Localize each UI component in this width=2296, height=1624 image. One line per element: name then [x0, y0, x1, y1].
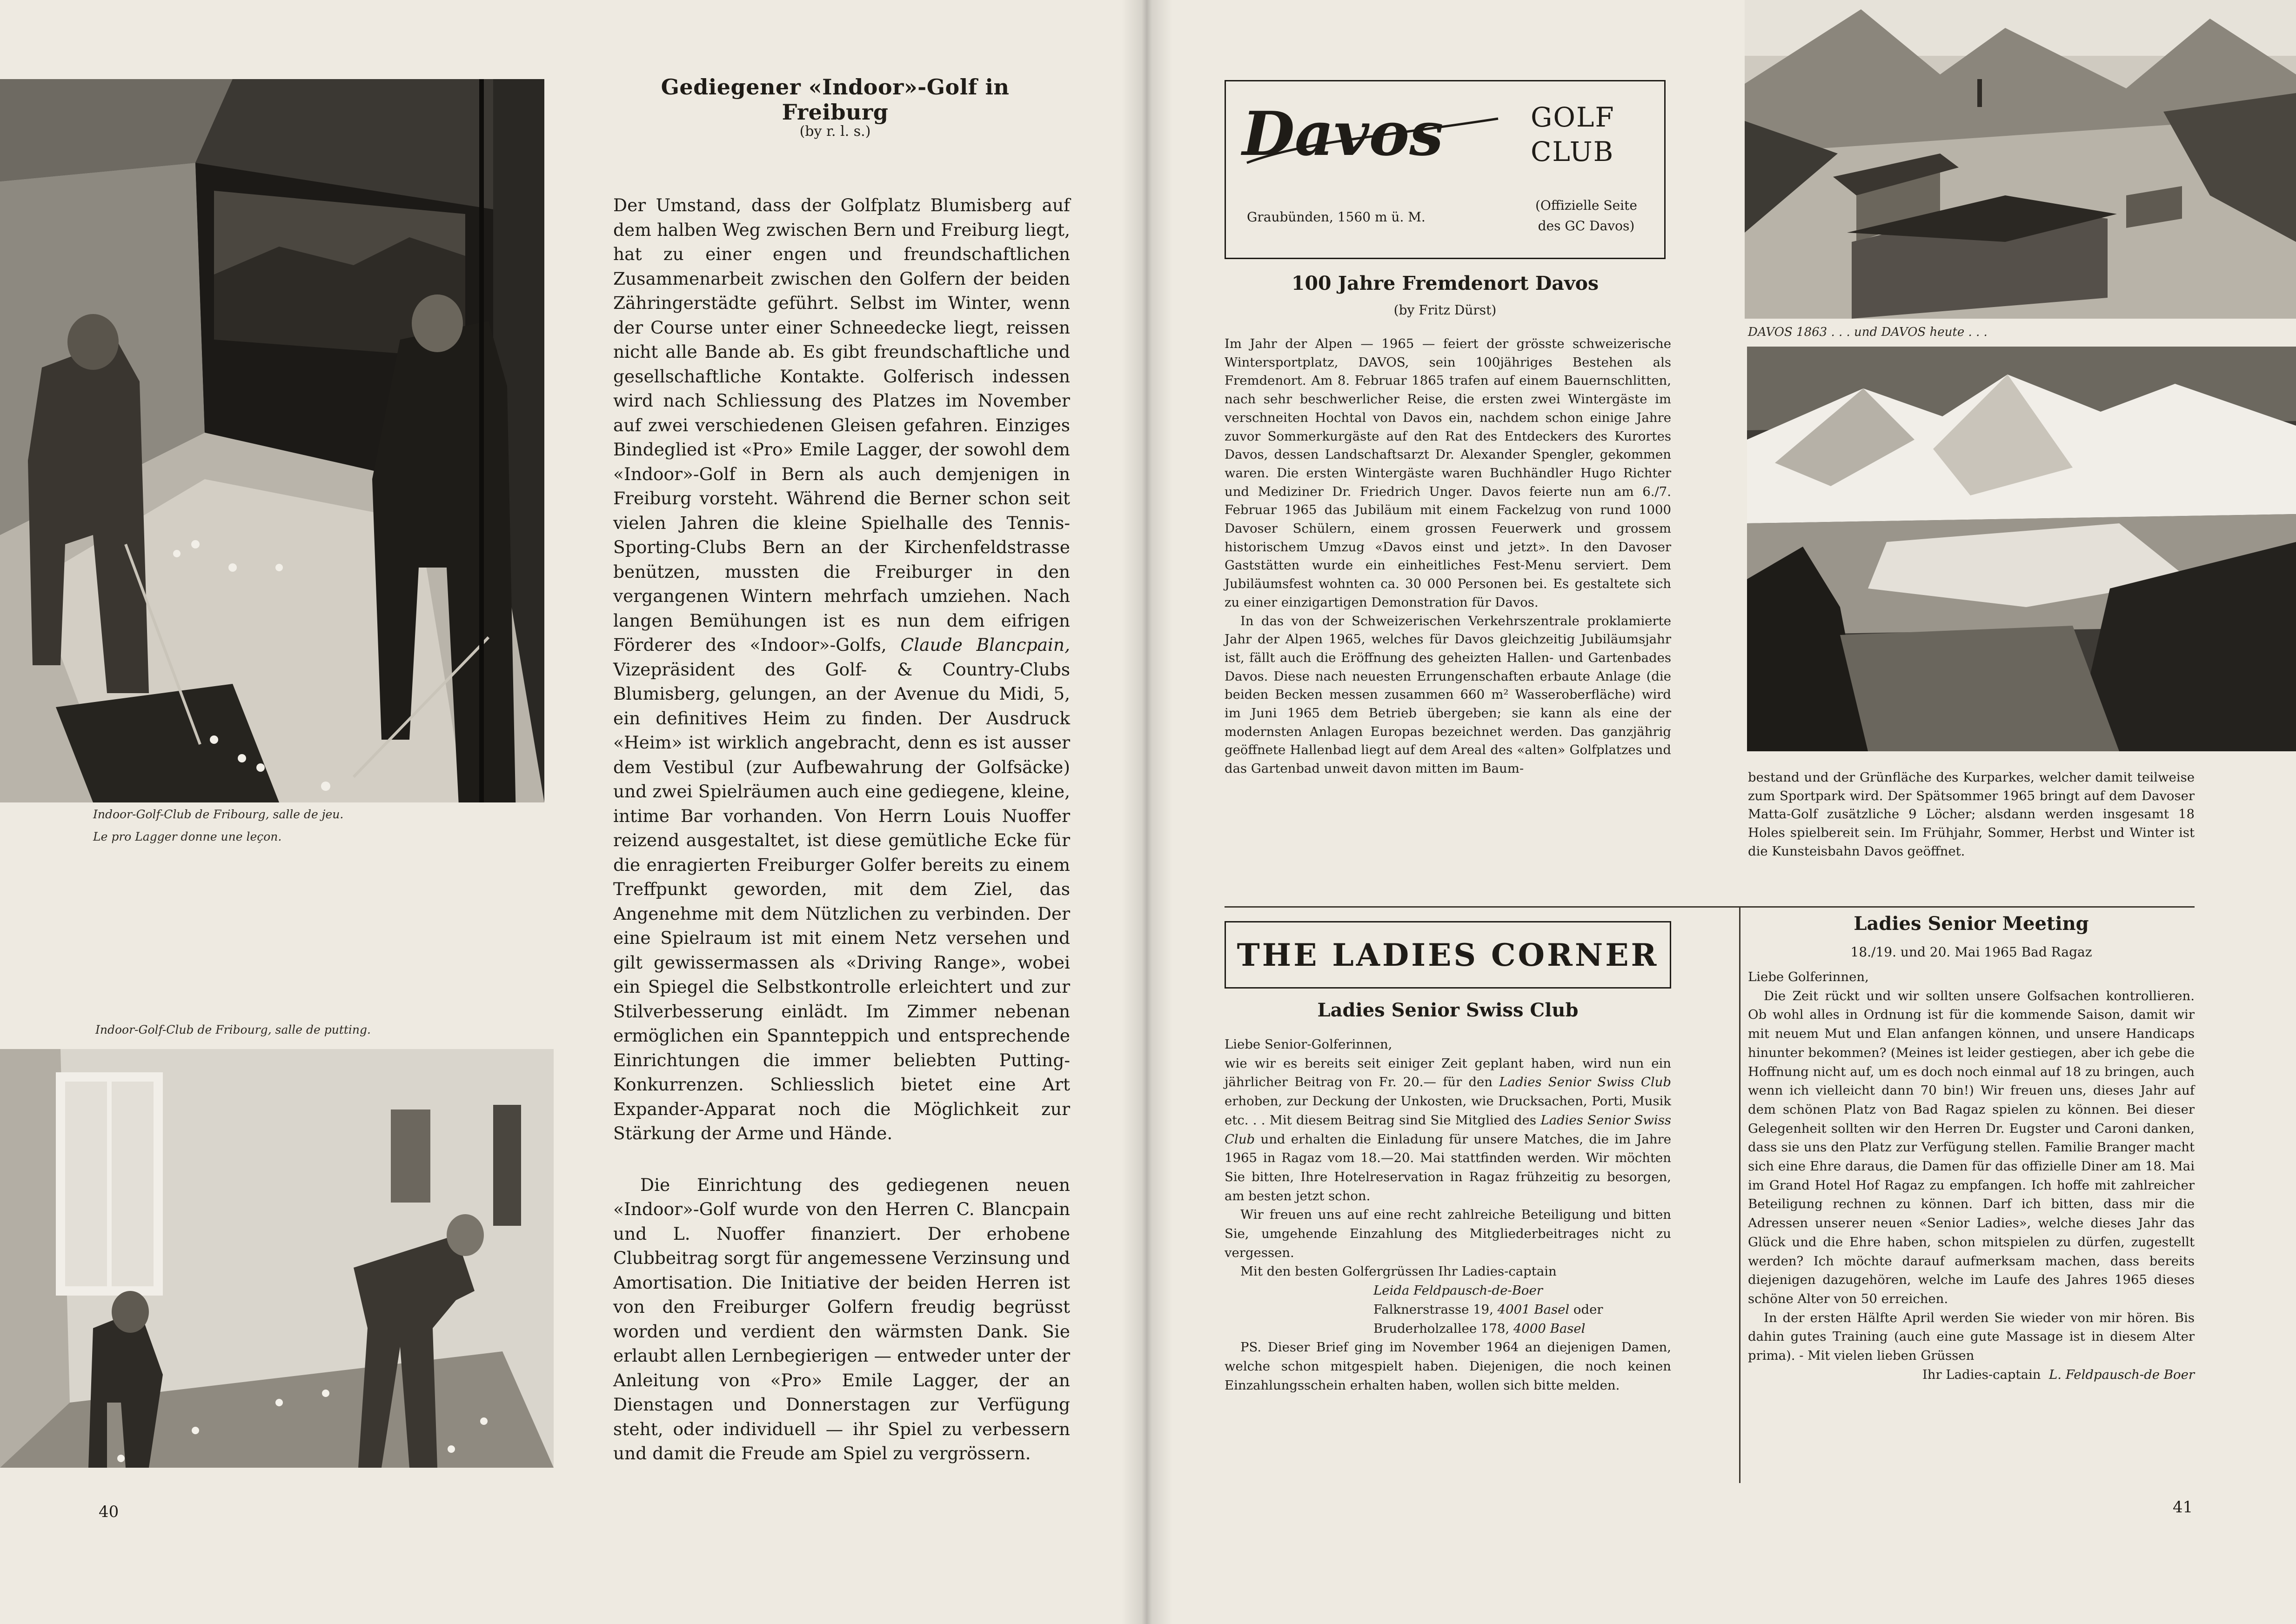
letter-closing: Mit den besten Golfergrüssen Ihr Ladies-captain: [1240, 1264, 1557, 1279]
letter-signature: Leida Feldpausch-de-Boer: [1373, 1283, 1543, 1298]
article-paragraph: In das von der Schweizerischen Verkehrszentrale proklamierte Jahr der Alpen 1965, welches für Davos gleichzeitig Jubiläumsjahr ist, fällt auch die Eröffnung des geheizten Hallen- und Gartenbades Davos. Diese nach neuesten Errungenschaften erbaute Anlage (die beiden Becken messen zusammen 660 m² Wasseroberfläche) wird im Juni 1965 dem Betrieb übergeben; sie kann als eine der modernsten Anlagen Europas bezeichnet werden. Das ganzjährig geöffnete Hallenbad liegt auf dem Areal des «alten» Golfplatzes und das Gartenbad unweit davon mitten im Baum-: [1225, 613, 1671, 776]
photo-caption-lesson: Indoor-Golf-Club de Fribourg, salle de jeu. Le pro Lagger donne une leçon.: [93, 808, 344, 843]
section-divider-horizontal: [1225, 906, 2195, 908]
letter-paragraph: wie wir es bereits seit einiger Zeit geplant haben, wird nun ein jährlicher Beitrag von Fr. 20.— für den Ladies Senior Swiss Club erhoben, zur Deckung der Unkosten, wie Drucksachen, Porti, Musik etc. . . Mit diesem Beitrag sind Sie Mitglied des Ladies Senior Swiss Club und erhalten die Einladung für unsere Matches, die im Jahre 1965 in Ragaz vom 18.—20. Mai stattfinden werden. Wir möchten Sie bitten, Ihre Hotelreservation in Ragaz frühzeitig zu besorgen, am besten jetzt schon.: [1225, 1056, 1671, 1203]
photo-davos-1863: [1745, 0, 2296, 319]
photo-caption-putting: Indoor-Golf-Club de Fribourg, salle de putting.: [95, 1023, 371, 1036]
golf-club-wordmark: GOLF CLUB: [1531, 101, 1615, 167]
ladies-corner-header: THE LADIES CORNER: [1225, 921, 1671, 989]
article-paragraph: Der Umstand, dass der Golfplatz Blumisberg auf dem halben Weg zwischen Bern und Freiburg liegt, hat zu einer engen und freundschaftlichen Zusammenarbeit zwischen den Golfern der beiden Zähringerstädte geführt. Selbst im Winter, wenn der Course unter einer Schneedecke liegt, reissen nicht alle Bande ab. Es gibt freundschaftliche und gesellschaftliche Kontakte. Golferisch indessen wird nach Schliessung des Platzes im November auf zwei verschiedenen Gleisen gefahren. Einziges Bindeglied ist «Pro» Emile Lagger, der sowohl dem «Indoor»-Golf in Bern als auch demjenigen in Freiburg vorsteht. Während die Berner schon seit vielen Jahren die kleine Spielhalle des Tennis-Sporting-Clubs Bern an der Kirchenfeldstrasse benützen, mussten die Freiburger in den vergangenen Wintern mehrfach umziehen. Nach langen Bemühungen ist es nun dem eifrigen Förderer des «Indoor»-Golfs, Claude Blancpain, Vizepräsident des Golf- & Country-Clubs Blumisberg, gelungen, an der Avenue du Midi, 5, ein definitives Heim zu finden. Der Ausdruck «Heim» ist wirklich angebracht, denn es ist ausser dem Vestibul (zur Aufbewahrung der Golfsäcke) und zwei Spielräumen auch eine gediegene, kleine, intime Bar vorhanden. Von Herrn Louis Nuoffer reizend ausgestaltet, ist diese gemütliche Ecke für die enragierten Freiburger Golfer bereits zu einem Treffpunkt geworden, mit dem Ziel, das Angenehme mit dem Nützlichen zu verbinden. Der eine Spielraum ist mit einem Netz versehen und gilt gewissermassen als «Driving Range», wobei ein Spiegel die Selbstkontrolle erleichtert und zur Stilverbesserung einlädt. Im Zimmer nebenan ermöglichen ein Spannteppich und entsprechende Einrichtungen die immer beliebten Putting-Konkurrenzen. Schliesslich bietet eine Art Expander-Apparat noch die Möglichkeit zur Stärkung der Arme und Hände.: [613, 195, 1070, 1143]
photo-davos-today: [1747, 347, 2296, 751]
article-continuation-davos: bestand und der Grünfläche des Kurparkes, welcher damit teilweise zum Sportpark wird. Der Spätsommer 1965 bringt auf dem Davoser Matta-Golf zusätzliche 9 Löcher; alsdann werden insgesamt 18 Holes spielbereit sein. Im Frühjahr, Sommer, Herbst und Winter ist die Kunsteisbahn Davos geöffnet.: [1748, 770, 2195, 859]
letter-address-2: Bruderholzallee 178, 4000 Basel: [1373, 1321, 1586, 1336]
photo-caption-davos: DAVOS 1863 . . . und DAVOS heute . . .: [1748, 325, 1988, 339]
article-paragraph: Im Jahr der Alpen — 1965 — feiert der grösste schweizerische Wintersportplatz, DAVOS, sein 100jähriges Bestehen als Fremdenort. Am 8. Februar 1865 trafen auf einem Bauernschlitten, nach sehr beschwerlicher Reise, die ersten zwei Wintergäste im verschneiten Hochtal von Davos ein, nachdem schon einige Jahre zuvor Sommerkurgäste auf den Rat des Entdeckers des Kurortes Davos, dessen Landschaftsarzt Dr. Alexander Spengler, gekommen waren. Die ersten Wintergäste waren Buchhändler Hugo Richter und Mediziner Dr. Friedrich Unger. Davos feierte nun am 6./7. Februar 1965 das Jubiläum mit einem Fackelzug von rund 1000 Davoser Schülern, einem grossen Feuerwerk und grossem historischem Umzug «Davos einst und jetzt». In den Davoser Gaststätten wurde ein einheitliches Fest-Menu serviert. Dem Jubiläumsfest wohnten ca. 30 000 Personen bei. Es gestaltete sich zu einer einzigartigen Demonstration für Davos.: [1225, 336, 1671, 610]
location-elevation: Graubünden, 1560 m ü. M.: [1247, 209, 1426, 225]
name-blancpain: Claude Blancpain,: [900, 635, 1070, 655]
page-number-left: 40: [99, 1503, 119, 1521]
photo-indoor-golf-lesson: [0, 79, 544, 802]
section-title-senior-meeting: Ladies Senior Meeting: [1854, 913, 2089, 935]
davos-script-logo: [1238, 100, 1512, 170]
article-title-indoor-golf: Gediegener «Indoor»-Golf in Freiburg: [661, 74, 1010, 125]
article-byline-davos: (by Fritz Dürst): [1393, 302, 1497, 318]
letter-paragraph: Die Zeit rückt und wir sollten unsere Golfsachen kontrollieren. Ob wohl alles in Ordnung ist für die kommende Saison, damit wir mit neuem Mut und Elan anfangen können, und unsere Handicaps hinunter bekommen? (Meines ist leider gestiegen, aber ich gebe die Hoffnung nicht auf, um es doch noch einmal auf 18 zu bringen, auch wenn ich vielleicht dann 70 bin!) Wir freuen uns, dieses Jahr auf dem schönen Platz von Bad Ragaz spielen zu können. Bei dieser Gelegenheit sollten wir den Herren Dr. Eugster und Caroni danken, dass sie uns den Platz zur Verfügung stellen. Familie Branger macht sich eine Ehre daraus, die Damen für das offizielle Diner am 18. Mai im Grand Hotel Hof Ragaz zu empfangen. Ich hoffe mit zahlreicher Beteiligung rechnen zu können. Darf ich bitten, dass mir die Adressen unserer neuen «Senior Ladies», welche dieses Jahr das Glück und die Ehre haben, schon mitspielen zu dürfen, zugestellt werden? Ich möchte darauf aufmerksam machen, dass bereits diejenigen dazugehören, welche im Laufe des Jahres 1965 dieses schöne Alter von 50 erreichen.: [1748, 988, 2195, 1306]
letter-senior-meeting: Liebe Golferinnen, Die Zeit rückt und wir sollten unsere Golfsachen kontrollieren. Ob wohl alles in Ordnung ist für die kommende Saison, damit wir mit neuem Mut und Elan anfangen können, und unsere Handicaps hinunter bekommen? (Meines ist leider gestiegen, aber ich gebe die Hoffnung nicht auf, um es doch noch einmal auf 18 zu bringen, auch wenn ich vielleicht dann 70 bin!) Wir freuen uns, dieses Jahr auf dem schönen Platz von Bad Ragaz spielen zu können. Bei dieser Gelegenheit sollten wir den Herren Dr. Eugster und Caroni danken, dass sie uns den Platz zur Verfügung stellen. Familie Branger macht sich eine Ehre daraus, die Damen für das offizielle Diner am 18. Mai im Grand Hotel Hof Ragaz zu empfangen. Ich hoffe mit zahlreicher Beteiligung rechnen zu können. Darf ich bitten, dass mir die Adressen unserer neuen «Senior Ladies», welche dieses Jahr das Glück und die Ehre haben, schon mitspielen zu dürfen, zugestellt werden? Ich möchte darauf aufmerksam machen, dass bereits diejenigen dazugehören, welche im Laufe des Jahres 1965 dieses schöne Alter von 50 erreichen. In der ersten Hälfte April werden Sie wieder von mir hören. Bis dahin gutes Training (auch eine gute Massage ist in diesem Alter prima). - Mit vielen lieben Grüssen Ihr Ladies-captain L. Feldpausch-de Boer: [1748, 968, 2195, 1384]
photo-putting-room: [0, 1049, 554, 1468]
article-title-davos: 100 Jahre Fremdenort Davos: [1291, 272, 1599, 294]
section-divider-vertical: [1739, 906, 1740, 1483]
section-title-swiss-club: Ladies Senior Swiss Club: [1317, 999, 1579, 1021]
article-byline-indoor-golf: (by r. l. s.): [799, 123, 871, 140]
letter-postscript: PS. Dieser Brief ging im November 1964 an diejenigen Damen, welche schon mitgespielt haben. Diejenigen, die noch keinen Einzahlungsschein erhalten haben, wollen sich bitte melden.: [1225, 1340, 1671, 1393]
davos-logo-text: Davos: [1242, 100, 1444, 169]
article-body-indoor-golf: [613, 193, 1070, 1466]
article-body-davos: [1225, 335, 1671, 778]
article-paragraph: Die Einrichtung des gediegenen neuen «Indoor»-Golf wurde von den Herren C. Blancpain und L. Nuoffer finanziert. Der erhobene Clubbeitrag sorgt für angemessene Verzinsung und Amortisation. Die Initiative der beiden Herren ist von den Freiburger Golfern freudig begrüsst worden und verdient den wärmsten Dank. Sie erlaubt allen Lernbegierigen — entweder unter der Anleitung von «Pro» Emile Lagger, der an Dienstagen und Donnerstagen zur Verfügung steht, oder individuell — ihr Spiel zu verbessern und damit die Freude am Spiel zu vergrössern.: [613, 1174, 1070, 1464]
page-gutter: [1121, 0, 1172, 1624]
page-number-right: 41: [2173, 1498, 2193, 1517]
senior-meeting-dates: 18./19. und 20. Mai 1965 Bad Ragaz: [1850, 944, 2092, 960]
official-page-note: (Offizielle Seite des GC Davos): [1535, 198, 1637, 234]
letter-paragraph: Wir freuen uns auf eine recht zahlreiche Beteiligung und bitten Sie, umgehende Einzahlung des Mitgliederbeitrages nicht zu vergessen.: [1225, 1207, 1671, 1260]
letter-paragraph: In der ersten Hälfte April werden Sie wieder von mir hören. Bis dahin gutes Training (auch eine gute Massage ist in diesem Alter prima). - Mit vielen lieben Grüssen: [1748, 1310, 2195, 1363]
letter-swiss-club: Liebe Senior-Golferinnen, wie wir es bereits seit einiger Zeit geplant haben, wird nun ein jährlicher Beitrag von Fr. 20.— für den Ladies Senior Swiss Club erhoben, zur Deckung der Unkosten, wie Drucksachen, Porti, Musik etc. . . Mit diesem Beitrag sind Sie Mitglied des Ladies Senior Swiss Club und erhalten die Einladung für unsere Matches, die im Jahre 1965 in Ragaz vom 18.—20. Mai stattfinden werden. Wir möchten Sie bitten, Ihre Hotelreservation in Ragaz frühzeitig zu besorgen, am besten jetzt schon. Wir freuen uns auf eine recht zahlreiche Beteiligung und bitten Sie, umgehende Einzahlung des Mitgliederbeitrages nicht zu vergessen. Mit den besten Golfergrüssen Ihr Ladies-captain Leida Feldpausch-de-Boer Falknerstrasse 19, 4001 Basel oder Bruderholzallee 178, 4000 Basel PS. Dieser Brief ging im November 1964 an diejenigen Damen, welche schon mitgespielt haben. Diejenigen, die noch keinen Einzahlungsschein erhalten haben, wollen sich bitte melden.: [1225, 1035, 1671, 1395]
letter-signature: Ihr Ladies-captain L. Feldpausch-de Boer: [1922, 1367, 2195, 1382]
letter-address-1: Falknerstrasse 19, 4001 Basel oder: [1373, 1302, 1603, 1317]
